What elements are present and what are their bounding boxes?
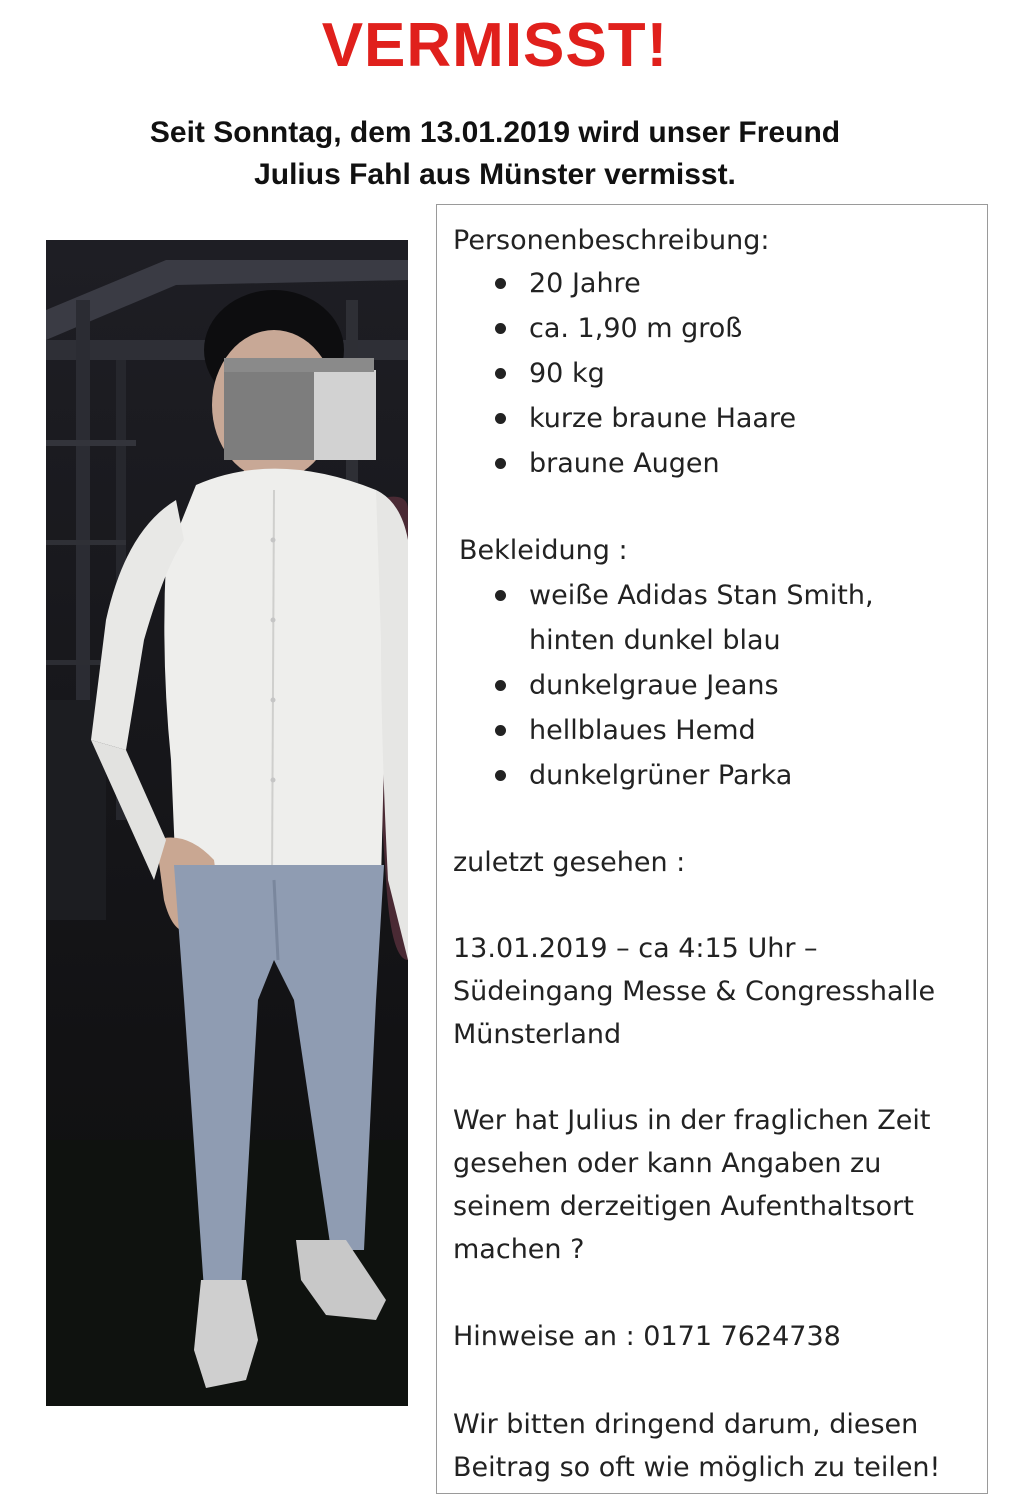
question-line: gesehen oder kann Angaben zu: [453, 1148, 882, 1179]
bullet-icon: [495, 770, 506, 781]
list-item: kurze braune Haare: [495, 396, 796, 441]
subtitle-line-2: Julius Fahl aus Münster vermisst.: [254, 158, 736, 191]
info-box: [436, 204, 988, 1494]
last-seen-line: Südeingang Messe & Congresshalle: [453, 976, 936, 1007]
list-item: 20 Jahre: [495, 261, 796, 306]
list-item: 90 kg: [495, 351, 796, 396]
list-item: hellblaues Hemd: [495, 708, 874, 753]
list-item: dunkelgrüner Parka: [495, 753, 874, 798]
clothing-list: [495, 573, 874, 798]
last-seen-details: [453, 927, 935, 1056]
subtitle-line-1: Seit Sonntag, dem 13.01.2019 wird unser Freund: [149, 116, 841, 149]
clothing-heading: Bekleidung :: [459, 535, 628, 566]
bullet-icon: [495, 590, 506, 601]
description-heading: Personenbeschreibung:: [453, 225, 770, 256]
bullet-icon: [495, 413, 506, 424]
question-line: seinem derzeitigen Aufenthaltsort: [453, 1191, 914, 1222]
question-line: machen ?: [453, 1234, 585, 1265]
last-seen-line: Münsterland: [453, 1019, 622, 1050]
share-line: Wir bitten dringend darum, diesen: [453, 1409, 919, 1440]
person-photo-illustration: [46, 240, 408, 1406]
list-item: dunkelgraue Jeans: [495, 663, 874, 708]
list-item: ca. 1,90 m groß: [495, 306, 796, 351]
question-text: [453, 1099, 930, 1271]
bullet-icon: [495, 278, 506, 289]
last-seen-heading: zuletzt gesehen :: [453, 847, 686, 878]
person-photo: [46, 240, 408, 1406]
bullet-icon: [495, 368, 506, 379]
contact-phone: Hinweise an : 0171 7624738: [453, 1321, 841, 1352]
share-line: Beitrag so oft wie möglich zu teilen!: [453, 1452, 941, 1483]
bullet-icon: [495, 680, 506, 691]
list-item: braune Augen: [495, 441, 796, 486]
description-list: [495, 261, 796, 486]
question-line: Wer hat Julius in der fraglichen Zeit: [453, 1105, 931, 1136]
bullet-icon: [495, 458, 506, 469]
poster-subtitle: [0, 112, 990, 196]
bullet-icon: [495, 323, 506, 334]
list-item: weiße Adidas Stan Smith, hinten dunkel blau: [495, 573, 874, 663]
poster-title: VERMISST!: [321, 11, 669, 80]
bullet-icon: [495, 725, 506, 736]
share-request: [453, 1403, 940, 1489]
last-seen-line: 13.01.2019 – ca 4:15 Uhr –: [453, 933, 818, 964]
